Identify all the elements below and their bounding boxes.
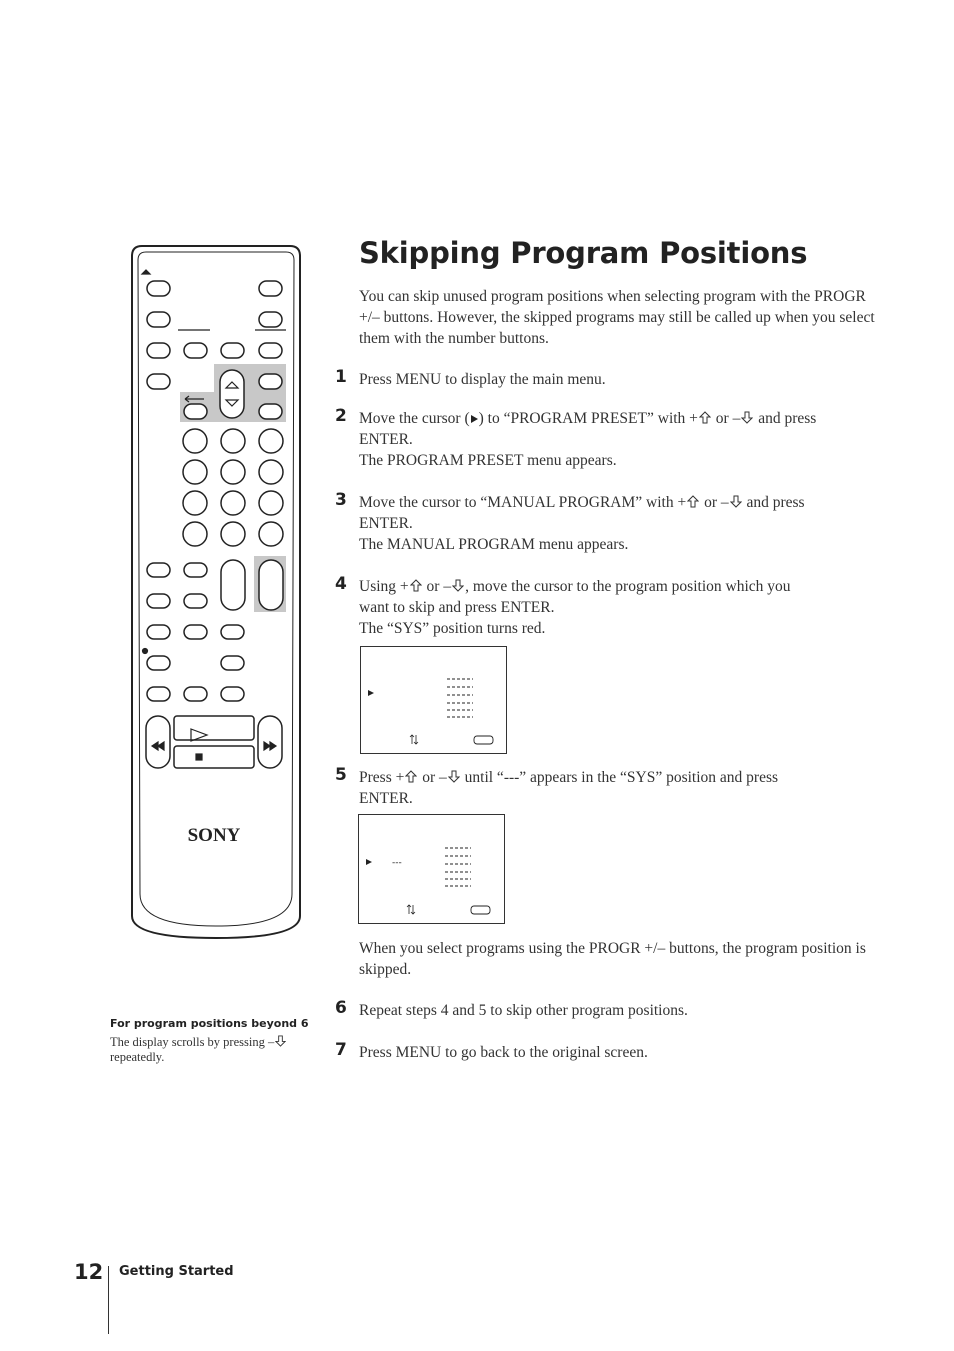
- footer-divider: [108, 1266, 109, 1334]
- remote-button: [147, 563, 170, 577]
- remote-button: [184, 594, 207, 608]
- remote-button: [184, 404, 207, 419]
- step-text: until “---” appears in the “SYS” position and press: [460, 769, 779, 786]
- remote-button: [147, 312, 170, 327]
- step-line: want to skip and press ENTER.: [359, 599, 555, 616]
- step-5-note: When you select programs using the PROGR +/– buttons, the program position is skipped.: [359, 940, 866, 978]
- down-arrow-icon: [275, 1035, 286, 1047]
- step-text: and press: [742, 494, 805, 511]
- page-title: Skipping Program Positions: [359, 236, 808, 270]
- osd-illustration: [361, 647, 506, 753]
- remote-button: [147, 625, 170, 639]
- remote-button: [259, 560, 283, 610]
- step-line: ENTER.: [359, 515, 413, 532]
- step-text: or –: [700, 494, 729, 511]
- remote-button: [221, 560, 245, 610]
- remote-button: [221, 656, 244, 670]
- step-1-text: [359, 369, 889, 390]
- remote-button: [147, 594, 170, 608]
- remote-button: [259, 404, 282, 419]
- remote-control-illustration: [128, 244, 304, 942]
- number-button: [221, 460, 245, 484]
- remote-button: [221, 625, 244, 639]
- page-number: 12: [74, 1260, 104, 1284]
- step-number: 3: [335, 490, 347, 510]
- step-text: or –: [422, 578, 452, 595]
- stop-icon: [196, 754, 202, 760]
- remote-button: [184, 563, 207, 577]
- step-5-text: [359, 767, 889, 809]
- remote-button: [259, 343, 282, 358]
- sidenote-text-a: The display scrolls by pressing –: [110, 1035, 275, 1049]
- step-number: 7: [335, 1040, 347, 1060]
- step-number: 5: [335, 765, 347, 785]
- manual-program-menu-screen: [360, 646, 507, 754]
- up-arrow-icon: [687, 495, 699, 508]
- record-dot-icon: [143, 649, 148, 654]
- remote-button: [147, 343, 170, 358]
- remote-button: [174, 716, 254, 740]
- number-button: [183, 429, 207, 453]
- step-number: 2: [335, 406, 347, 426]
- step-line: Press MENU to go back to the original screen.: [359, 1044, 648, 1061]
- remote-button: [220, 370, 244, 418]
- number-button: [221, 522, 245, 546]
- remote-button: [259, 312, 282, 327]
- step-text: , move the cursor to the program position which you: [465, 578, 791, 595]
- sidenote-text: [110, 1035, 320, 1065]
- step-text: or –: [418, 769, 447, 786]
- down-arrow-icon: [730, 495, 742, 508]
- remote-button: [259, 281, 282, 296]
- remote-button: [184, 343, 207, 358]
- number-button: [183, 491, 207, 515]
- up-arrow-icon: [410, 579, 422, 592]
- step-line: The MANUAL PROGRAM menu appears.: [359, 536, 629, 553]
- step-text: and press: [754, 410, 817, 427]
- step-line: ENTER.: [359, 431, 413, 448]
- up-arrow-icon: [405, 770, 417, 783]
- remote-button: [184, 687, 207, 701]
- remote-button: [147, 656, 170, 670]
- number-button: [259, 429, 283, 453]
- up-arrow-icon: [699, 411, 711, 424]
- step-text: Move the cursor to “MANUAL PROGRAM” with +: [359, 494, 687, 511]
- sidenote-title: For program positions beyond 6: [110, 1017, 309, 1030]
- number-button: [221, 429, 245, 453]
- remote-button: [221, 343, 244, 358]
- remote-button: [259, 374, 282, 389]
- down-arrow-icon: [448, 770, 460, 783]
- manual-program-menu-screen-skipped: [358, 814, 505, 924]
- remote-button: [221, 687, 244, 701]
- remote-button: [184, 625, 207, 639]
- down-arrow-icon: [452, 579, 464, 592]
- step-6-text: [359, 1000, 889, 1021]
- intro-text: You can skip unused program positions when selecting program with the PROGR +/– buttons. However, the skipped programs may still be called up when you select them with the number buttons.: [359, 288, 875, 347]
- step-line: Repeat steps 4 and 5 to skip other program positions.: [359, 1002, 688, 1019]
- step-line: Press MENU to display the main menu.: [359, 371, 606, 388]
- number-button: [259, 522, 283, 546]
- down-arrow-icon: [741, 411, 753, 424]
- section-name: Getting Started: [119, 1264, 234, 1279]
- step-line: The PROGRAM PRESET menu appears.: [359, 452, 617, 469]
- step-4-text: [359, 576, 889, 639]
- step-text: ) to “PROGRAM PRESET” with +: [478, 410, 698, 427]
- remote-button: [174, 746, 254, 768]
- cursor-triangle-icon: [470, 414, 479, 424]
- step-number: 1: [335, 367, 347, 387]
- osd-illustration: [359, 815, 504, 923]
- number-button: [221, 491, 245, 515]
- number-button: [183, 522, 207, 546]
- step-line: ENTER.: [359, 790, 413, 807]
- step-7-text: [359, 1042, 889, 1063]
- step-2-text: [359, 408, 889, 471]
- sony-logo: SONY: [187, 825, 241, 846]
- step-text: Press +: [359, 769, 405, 786]
- step-3-text: [359, 492, 889, 555]
- remote-button: [147, 687, 170, 701]
- step-text: Move the cursor (: [359, 410, 470, 427]
- step-number: 6: [335, 998, 347, 1018]
- sys-value: ---: [392, 858, 402, 868]
- step-text: Using +: [359, 578, 409, 595]
- sidenote-text-b: repeatedly.: [110, 1050, 165, 1064]
- step-line: The “SYS” position turns red.: [359, 620, 546, 637]
- remote-button: [147, 281, 170, 296]
- step-number: 4: [335, 574, 347, 594]
- number-button: [183, 460, 207, 484]
- number-button: [259, 460, 283, 484]
- remote-button: [147, 374, 170, 389]
- number-button: [259, 491, 283, 515]
- step-text: or –: [711, 410, 741, 427]
